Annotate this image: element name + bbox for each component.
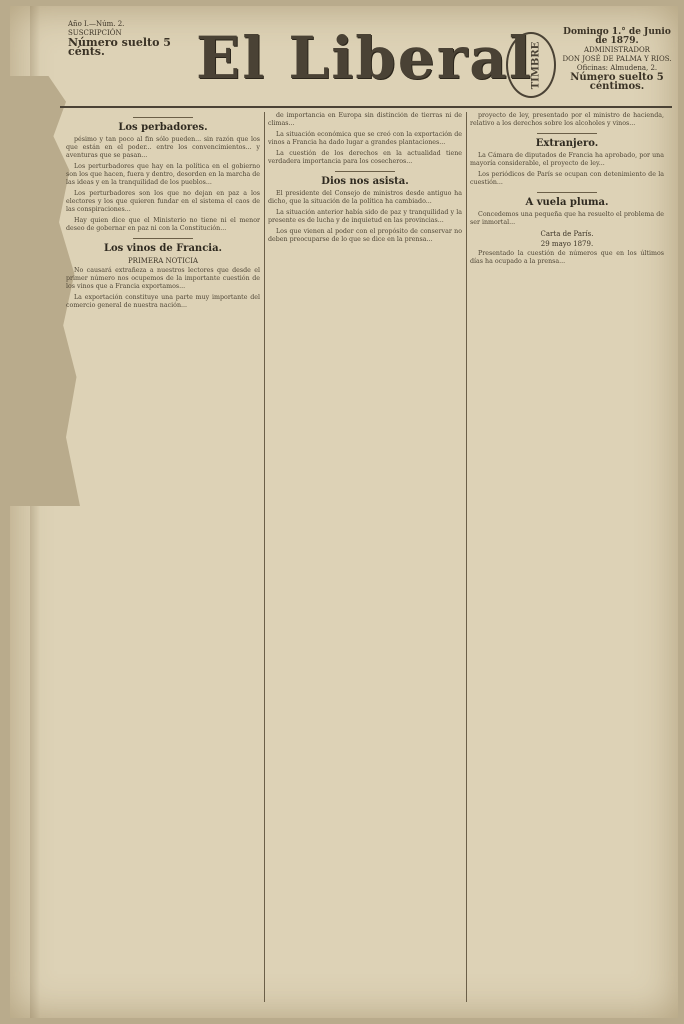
newspaper-page [10, 6, 678, 1018]
masthead-right-info [558, 28, 676, 91]
issue-number: Año I.—Núm. 2. [68, 20, 125, 28]
heading-rule [133, 238, 193, 239]
article-paragraph: Los perturbadores son los que no dejan en paz a los electores y los que quieren fundar en el sistema el caos de las conspiraciones... [66, 190, 260, 213]
column-3 [470, 112, 664, 1002]
right-price: Número suelto 5 céntimos. [570, 72, 664, 92]
article-paragraph: La Cámara de diputados de Francia ha aprobado, por una mayoría considerable, el proyecto de ley... [470, 152, 664, 167]
article-paragraph: La situación económica que se creó con la exportación de vinos a Francia ha dado lugar a grandes plantaciones... [268, 131, 462, 146]
article-heading: A vuela pluma. [525, 197, 609, 208]
article-paragraph: Hay quien dice que el Ministerio no tiene ni el menor deseo de gobernar en paz ni con la Constitución... [66, 217, 260, 232]
heading-rule [133, 117, 193, 118]
newspaper-title: El Liberal [196, 24, 533, 92]
article-paragraph: de importancia en Europa sin distinción de tierras ni de climas... [268, 112, 462, 127]
article-heading: Los vinos de Francia. [103, 243, 223, 254]
article-paragraph: Concedemos una pequeña que ha resuelto el problema de ser inmortal... [470, 211, 664, 226]
masthead-left-info [68, 20, 188, 56]
article-paragraph: La situación anterior había sido de paz y tranquilidad y la presente es de lucha y de inquietud en las provincias... [268, 209, 462, 224]
column-2 [268, 112, 462, 1002]
issue-date: Domingo 1.° de Junio de 1879. [563, 27, 671, 46]
article-heading: Los perbadores. [118, 122, 208, 133]
masthead [10, 6, 678, 106]
article-paragraph: Los que vienen al poder con el propósito de conservar no deben preocuparse de lo que se dice en la prensa... [268, 228, 462, 243]
heading-rule [537, 133, 597, 134]
administrator-name: DON JOSÉ DE PALMA Y RIOS. [562, 55, 672, 63]
stamp-seal [506, 32, 556, 98]
article-paragraph: pésimo y tan poco al fin sólo pueden... sin razón que los que están en el poder... entre los convencimientos... y aventuras que se pasan... [66, 136, 260, 159]
article-paragraph: Presentado la cuestión de números que en los últimos días ha ocupado a la prensa... [470, 250, 664, 265]
column-1 [66, 112, 260, 1002]
heading-rule [335, 171, 395, 172]
article-heading: Dios nos asista. [321, 176, 409, 187]
article-paragraph: La exportación constituye una parte muy importante del comercio general de nuestra nación... [66, 294, 260, 309]
article-paragraph: proyecto de ley, presentado por el ministro de hacienda, relativo a los derechos sobre los alcoholes y vinos... [470, 112, 664, 127]
subscription-heading: SUSCRIPCIÓN [68, 29, 122, 37]
article-subheading: Carta de París. [540, 230, 594, 238]
column-separator [264, 112, 265, 1002]
article-paragraph: Los perturbadores que hay en la política en el gobierno son los que hacen, fuera y dentro, desorden en la marcha de las ideas y en la tranquilidad de los pueblos... [66, 163, 260, 186]
administrator-label: ADMINISTRADOR [584, 46, 650, 54]
column-separator [466, 112, 467, 1002]
masthead-rule [60, 106, 672, 108]
article-subheading: PRIMERA NOTICIA [127, 257, 199, 265]
article-subheading: 29 mayo 1879. [540, 240, 594, 248]
article-paragraph: Los periódicos de París se ocupan con detenimiento de la cuestión... [470, 171, 664, 186]
seal-text: TIMBRE [530, 41, 542, 90]
heading-rule [537, 192, 597, 193]
office-address: Oficinas: Almudena, 2. [576, 64, 658, 72]
article-heading: Extranjero. [535, 138, 599, 149]
article-paragraph: La cuestión de los derechos en la actualidad tiene verdadera importancia para los cosecheros... [268, 150, 462, 165]
article-paragraph: El presidente del Consejo de ministros desde antiguo ha dicho, que la situación de la política ha cambiado... [268, 190, 462, 205]
single-copy-price: Número suelto 5 cénts. [68, 36, 171, 58]
article-paragraph: No causará extrañeza a nuestros lectores que desde el primer número nos ocupemos de la importante cuestión de los vinos que a Francia exportamos... [66, 267, 260, 290]
